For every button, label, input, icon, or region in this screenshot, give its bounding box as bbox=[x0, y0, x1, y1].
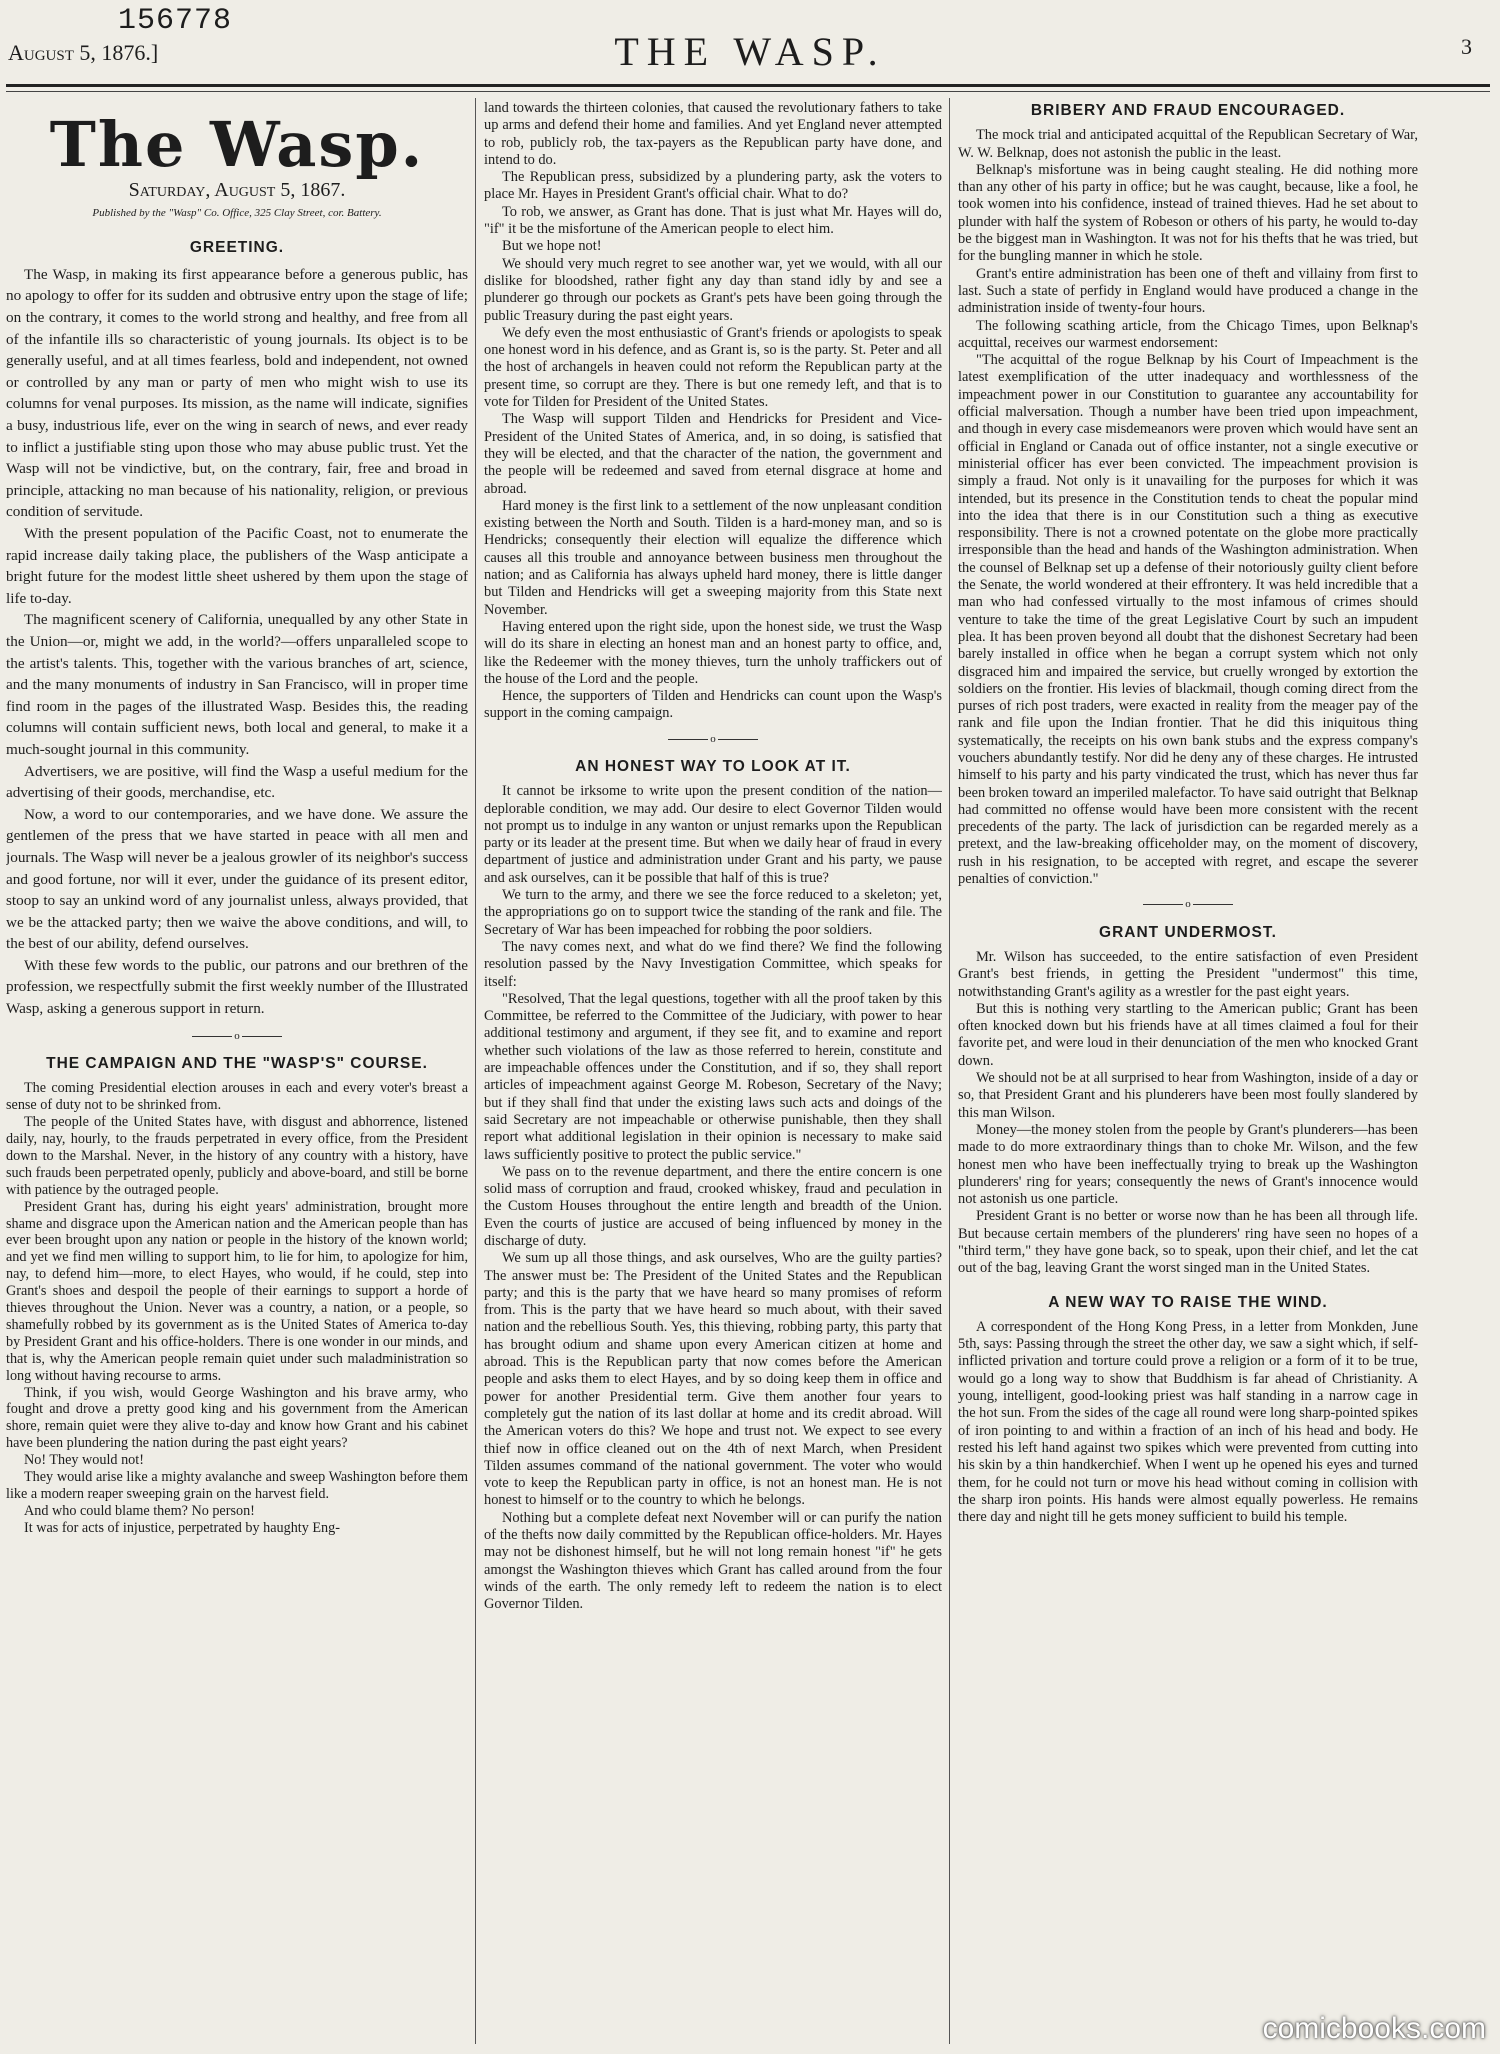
paragraph: Having entered upon the right side, upon the honest side, we trust the Wasp will do its share in electing an honest man and an honest party to office, and, like the Redeemer with the money thieves, turn the unholy traffickers out of the house of the Lord and the people. bbox=[484, 618, 942, 687]
paragraph: No! They would not! bbox=[24, 1452, 144, 1469]
paragraph: Belknap's misfortune was in being caught stealing. He did nothing more than any other of his party in office; but he was caught, because, like a fool, he took women into his confidence, instead of trained thieves. Had he set about to plunder with half the system of Robeson or others of his party, he would to-day be the biggest man in Washington. It was not for his thefts that he was tried, but for the bungling manner in which he stole. bbox=[958, 161, 1418, 265]
paragraph: With these few words to the public, our patrons and our brethren of the profession, we respectfully submit the first weekly number of the Illustrated Wasp, asking a generous support in return. bbox=[6, 956, 468, 1018]
paragraph: The Wasp, in making its first appearance before a generous public, has no apology to offer for its sudden and obtrusive entry upon the stage of life; on the contrary, it comes to the world strong and healthy, and free from all of the infantile ills so characteristic of young journals. Its object is to be generally useful, and at all times fearless, bold and independent, not owned or controlled by any man or party of men who might wish to use its columns for venal purposes. Its mission, as the name will indicate, signifies a busy, industrious life, ever on the wing in search of news, and ever ready to inflict a justifiable sting upon those who may abuse public trust. Yet the Wasp will not be vindictive, but, on the contrary, fair, free and broad in principle, attacking no man because of his nationality, religion, or previous condition of servitude. bbox=[6, 265, 468, 521]
catalog-stamp: 156778 bbox=[118, 4, 233, 38]
page-number: 3 bbox=[1461, 34, 1472, 59]
campaign-title: THE CAMPAIGN AND THE "WASP'S" COURSE. bbox=[46, 1054, 428, 1072]
column-rule-2 bbox=[949, 98, 950, 2044]
paragraph: It was for acts of injustice, perpetrated by haughty Eng- bbox=[24, 1519, 340, 1536]
paragraph: Hard money is the first link to a settlement of the now unpleasant condition existing between the North and South. Tilden is a hard-money man, and so is Hendricks; consequently their election will equalize the difference which causes all this trouble and annoyance between business men throughout the nation; and as California has always upheld hard money, there is little danger but Tilden and Hendricks will get a sweeping majority from this State next November. bbox=[484, 497, 942, 618]
paragraph: And who could blame them? No person! bbox=[24, 1502, 255, 1519]
header-date: August 5, 1876.] bbox=[8, 40, 159, 65]
paragraph: land towards the thirteen colonies, that caused the revolutionary fathers to take up arms and defend their home and families. And yet England never attempted to rob, publicly rob, the tax-payers as the Republican party have done, and intend to do. bbox=[484, 100, 942, 168]
column-3 bbox=[958, 100, 1418, 2040]
paragraph: To rob, we answer, as Grant has done. That is just what Mr. Hayes will do, "if" it be the misfortune of the American people to elect him. bbox=[484, 203, 942, 238]
paragraph: Money—the money stolen from the people by Grant's plunderers—has been made to do more extraordinary things than to choke Mr. Wilson, and the few honest men who have been ineffectually trying to break up the Washington plunderers' ring for years; consequently the news of Grant's innocence would not astonish us one particle. bbox=[958, 1121, 1418, 1208]
honest-way-title: AN HONEST WAY TO LOOK AT IT. bbox=[575, 757, 851, 775]
paragraph: They would arise like a mighty avalanche and sweep Washington before them like a modern reaper sweeping grain on the harvest field. bbox=[6, 1469, 468, 1503]
header-rule-thin bbox=[6, 91, 1490, 92]
bribery-body bbox=[958, 127, 1418, 888]
paragraph: The coming Presidential election arouses in each and every voter's breast a sense of duty not to be shrinked from. bbox=[6, 1080, 468, 1114]
campaign-body bbox=[6, 1080, 468, 1536]
paragraph: We sum up all those things, and ask ourselves, Who are the guilty parties? The answer must be: The President of the United States and the Republican party; and this is the party that we have heard so many promises of reform from. This is the party that we have heard so much about, with their saved nation and the rebellious South. Yes, this thieving, robbing party, this party that has brought odium and shame upon every American citizen at home and abroad. This is the Republican party that now comes before the American people and asks them to elect Hayes, and by so doing keep them in office and power for another Presidential term. Give them another four years to completely gut the nation of its last dollar at home and its credit abroad. Will the American voters do this? We hope and trust not. We expect to see every thief now in office cleaned out on the 4th of next March, when President Tilden assumes command of the national government. The voter who would vote to keep the Republican party in office, is not an honest man. He is not honest to himself or to the country to which he belongs. bbox=[484, 1250, 942, 1509]
paragraph: A correspondent of the Hong Kong Press, in a letter from Monkden, June 5th, says: Passing through the street the other day, we saw a sight which, if self-inflicted privation and torture could prove a religion or a form of it to be true, would go a long way to show that Buddhism is far ahead of Christianity. A young, intelligent, good-looking priest was half standing in a narrow cage in the hot sun. From the sides of the cage all round were long sharp-pointed spikes of iron pointing to and within a fraction of an inch of his head and body. He rested his left hand against two spikes which were prevented from cutting into his skin by a thin handkerchief. When I went up he opened his eyes and turned them, for he could not turn or move his head without coming in collision with the sharp iron points. His hands were almost equally powerless. He remains there day and night till he gets money sufficient to build his temple. bbox=[958, 1318, 1418, 1526]
bribery-title: BRIBERY AND FRAUD ENCOURAGED. bbox=[1030, 102, 1346, 119]
column-1 bbox=[6, 100, 468, 2040]
paragraph: Hence, the supporters of Tilden and Hendricks can count upon the Wasp's support in the coming campaign. bbox=[484, 688, 942, 722]
watermark: comicbooks.com bbox=[1262, 2012, 1486, 2045]
masthead-title: THE WASP. bbox=[614, 29, 886, 74]
paragraph: The people of the United States have, with disgust and abhorrence, listened daily, nay, hourly, to the frauds perpetrated in every office, from the President down to the Marshal. Never, in the history of any country with a history, have such frauds been perpetrated openly, publicly and above-board, and still be borne with patience by the outraged people. bbox=[6, 1114, 468, 1198]
paragraph: President Grant is no better or worse now than he has been all through life. But because certain members of the plunderers' ring have seen no hopes of a "third term," they have gone back, so to speak, upon their chief, and let the cat out of the bag, leaving Grant the worst singed man in the United States. bbox=[958, 1208, 1418, 1277]
paragraph: "Resolved, That the legal questions, together with all the proof taken by this Committee, be referred to the Committee of the Judiciary, with power to hear additional testimony and argument, if they see fit, and to examine and report whether such violations of the law as those referred to herein, constitute and are impeachable offences under the Constitution, and if so, they shall report articles of impeachment against George M. Robeson, Secretary of the Navy; but if they shall find that under the existing laws such acts and doings of the said Secretary are not impeachable or otherwise punishable, then they shall report what additional legislation in their opinion is necessary to make said laws sufficiently positive to protect the public service." bbox=[484, 990, 942, 1163]
grant-undermost-title: GRANT UNDERMOST. bbox=[1099, 923, 1277, 941]
paragraph: The navy comes next, and what do we find there? We find the following resolution passed by the Navy Investigation Committee, which speaks for itself: bbox=[484, 938, 942, 990]
publisher-line: Published by the "Wasp" Co. Office, 325 Clay Street, cor. Battery. bbox=[92, 207, 382, 220]
column-rule-1 bbox=[475, 98, 476, 2044]
paragraph: Think, if you wish, would George Washington and his brave army, who fought and drove a pretty good king and his government from the American shore, remain quiet were they alive to-day and know how Grant and his cabinet have been plundering the nation during the past eight years? bbox=[6, 1384, 468, 1452]
paragraph: The Wasp will support Tilden and Hendricks for President and Vice-President of the United States of America, and, in so doing, is satisfied that they will be elected, and that the character of the nation, the government and the people will be redeemed and saved from eternal disgrace at home and abroad. bbox=[484, 411, 942, 497]
paragraph: But this is nothing very startling to the American public; Grant has been often knocked down but his friends have at all times claimed a foul for their favorite pet, and were loud in their denunciation of the men who knocked Grant down. bbox=[958, 1000, 1418, 1069]
paragraph: The mock trial and anticipated acquittal of the Republican Secretary of War, W. W. Belknap, does not astonish the public in the least. bbox=[958, 127, 1418, 161]
grant-undermost-body bbox=[958, 949, 1418, 1278]
paragraph: Mr. Wilson has succeeded, to the entire satisfaction of even President Grant's best friends, in getting the President "undermost" this time, notwithstanding Grant's agility as a wrestler for the past eight years. bbox=[958, 948, 1418, 1000]
paragraph: We pass on to the revenue department, and there the entire concern is one solid mass of corruption and fraud, crooked whiskey, fraud and peculation in the Custom Houses throughout the entire length and breadth of the Union. Even the courts of justice are accused of being influenced by money in the discharge of duty. bbox=[484, 1163, 942, 1249]
column-2 bbox=[484, 100, 942, 2040]
logo-date: Saturday, August 5, 1867. bbox=[128, 179, 346, 201]
new-way-body bbox=[958, 1319, 1418, 1527]
section-separator: o bbox=[958, 896, 1418, 913]
paragraph: We should very much regret to see another war, yet we would, with all our dislike for bloodshed, rather fight any day than stand idly by and see a plunderer go through our pockets as Grant's pets have been going through the public Treasury during the past eight years. bbox=[484, 255, 942, 324]
header-rule-thick bbox=[6, 84, 1490, 87]
paragraph: The following scathing article, from the Chicago Times, upon Belknap's acquittal, receives our warmest endorsement: bbox=[958, 317, 1418, 351]
paragraph: Now, a word to our contemporaries, and we have done. We assure the gentlemen of the press that we have started in peace with all men and journals. The Wasp will never be a jealous growler of its neighbor's success and good fortune, nor will it ever, under the guidance of its present editor, stoop to say an unkind word of any journalist unless, always provided, that we be the attacked party; then we waive the above conditions, and will, to the best of our ability, defend ourselves. bbox=[6, 805, 468, 953]
section-separator: o bbox=[6, 1028, 468, 1045]
honest-way-body bbox=[484, 783, 942, 1613]
new-way-title: A NEW WAY TO RAISE THE WIND. bbox=[1048, 1293, 1328, 1311]
paragraph: We turn to the army, and there we see the force reduced to a skeleton; yet, the appropriations go on to support twice the standing of the rank and file. The Secretary of War has been impeached for robbing the poor soldiers. bbox=[484, 887, 942, 938]
paragraph: The Republican press, subsidized by a plundering party, ask the voters to place Mr. Hayes in President Grant's official chair. What to do? bbox=[484, 169, 942, 203]
wasp-logo: The Wasp. bbox=[49, 108, 425, 181]
greeting-title: GREETING. bbox=[189, 238, 285, 256]
paragraph: The magnificent scenery of California, unequalled by any other State in the Union—or, might we add, in the world?—offers unparalleled scope to the artist's talents. This, together with the various branches of art, science, and the many monuments of industry in San Francisco, will in proper time find room in the pages of the illustrated Wasp. Besides this, the reading columns will contain sufficient news, both local and general, to make it a much-sought journal in this community. bbox=[6, 611, 468, 758]
paragraph: We should not be at all surprised to hear from Washington, inside of a day or so, that President Grant and his plunderers have been most foully slandered by this man Wilson. bbox=[958, 1070, 1418, 1121]
paragraph: President Grant has, during his eight years' administration, brought more shame and disgrace upon the American nation and the American people than has ever been brought upon any nation or people in the history of the known world; and yet we find men willing to support him, to lie for him, to apologize for him, nay, to defend him—more, to elect Hayes, who would, if he could, step into Grant's shoes and despoil the people of their earnings to support a horde of thieves throughout the Union. Never was a country, a nation, or a people, so shamefully robbed by its government as is the United States of America to-day by President Grant and his office-holders. There is one wonder in our minds, and that is, why the American people remain quiet under such maladministration so long without having recourse to arms. bbox=[6, 1198, 468, 1384]
paragraph: But we hope not! bbox=[502, 238, 602, 255]
paragraph: It cannot be irksome to write upon the present condition of the nation—deplorable condition, we may add. Our desire to elect Governor Tilden would not prompt us to indulge in any wanton or unjust remarks upon the Republican party or its leader at the present time. But when we daily hear of fraud in every department of justice and administration under Grant and his party, we pause and ask ourselves, can it be possible that half of this is true? bbox=[484, 783, 942, 886]
paragraph: Advertisers, we are positive, will find the Wasp a useful medium for the advertising of their goods, merchandise, etc. bbox=[6, 762, 468, 802]
campaign-continued bbox=[484, 100, 942, 723]
paragraph: "The acquittal of the rogue Belknap by his Court of Impeachment is the latest exemplification of the utter inadequacy and worthlessness of the impeachment power in our Constitution to guarantee any accountability for official malversation. Though a number have been tried upon impeachment, and though in every case misdemeanors were proven which would have sent an official in England or Canada out of office instanter, not a single executive or ministerial officer has ever been convicted. The impeachment provision is simply a fraud. Not only is it unavailing for the purposes for which it was intended, but its presence in the Constitution tends to cheat the popular mind into the idea that there is in our Constitution such a thing as executive responsibility. There is not a crowned potentate on the globe more practically irresponsible than the head and hands of the Washington administration. When the counsel of Belknap set up a defense of their notoriously guilty client before the Senate, the world wondered at their effrontery. It was held incredible that a man who had confessed virtually to the most infamous of crimes should venture to take the time of the great Legislative Court by such an impudent plea. It has been proven beyond all doubt that the dishonest Secretary had been barely installed in office when he began a corrupt system which not only disgraced him and impaired the service, but cruelly wronged by extortion the soldiers on the frontier. His levies of blackmail, though coming direct from the purses of rich post traders, were exacted in reality from the meager pay of the rank and file upon the Indian frontier. That he did this iniquitous thing systematically, the receipts on his own bank stubs and the express company's vouchers abundantly testify. Nor did he deny any of these charges. He intrusted himself to his party and his party vindicated the trust, which has never thus far been broken toward an imperiled malefactor. To have said outright that Belknap had committed no offense would have been more consistent with the recent precedents of the party. The lack of jurisdiction can be regarded merely as a pretext, and the law-breaking officeholder may, on the moment of discovery, rush in his resignation, to be accepted with regret, and escape the severer penalties of conviction." bbox=[958, 352, 1418, 888]
paragraph: Nothing but a complete defeat next November will or can purify the nation of the thefts now daily committed by the Republican office-holders. Mr. Hayes may not be dishonest himself, but he will not long remain honest "if" he gets amongst the Washington thieves which Grant has called around from the four winds of the earth. The only remedy left to redeem the nation is to elect Governor Tilden. bbox=[484, 1509, 942, 1613]
greeting-body bbox=[6, 264, 468, 1020]
section-separator: o bbox=[484, 731, 942, 748]
paragraph: With the present population of the Pacific Coast, not to enumerate the rapid increase daily taking place, the publishers of the Wasp anticipate a bright future for the modest little sheet ushered by them upon the stage of life to-day. bbox=[6, 525, 468, 607]
paragraph: Grant's entire administration has been one of theft and villainy from first to last. Such a state of perfidy in England would have produced a change in the administration inside of twenty-four hours. bbox=[958, 265, 1418, 317]
paragraph: We defy even the most enthusiastic of Grant's friends or apologists to speak one honest word in his defence, and as Grant is, so is the party. St. Peter and all the host of archangels in heaven could not reform the Republican party at the present time, so corrupt are they. There is but one remedy left, and that is to vote for Tilden for President of the United States. bbox=[484, 324, 942, 411]
